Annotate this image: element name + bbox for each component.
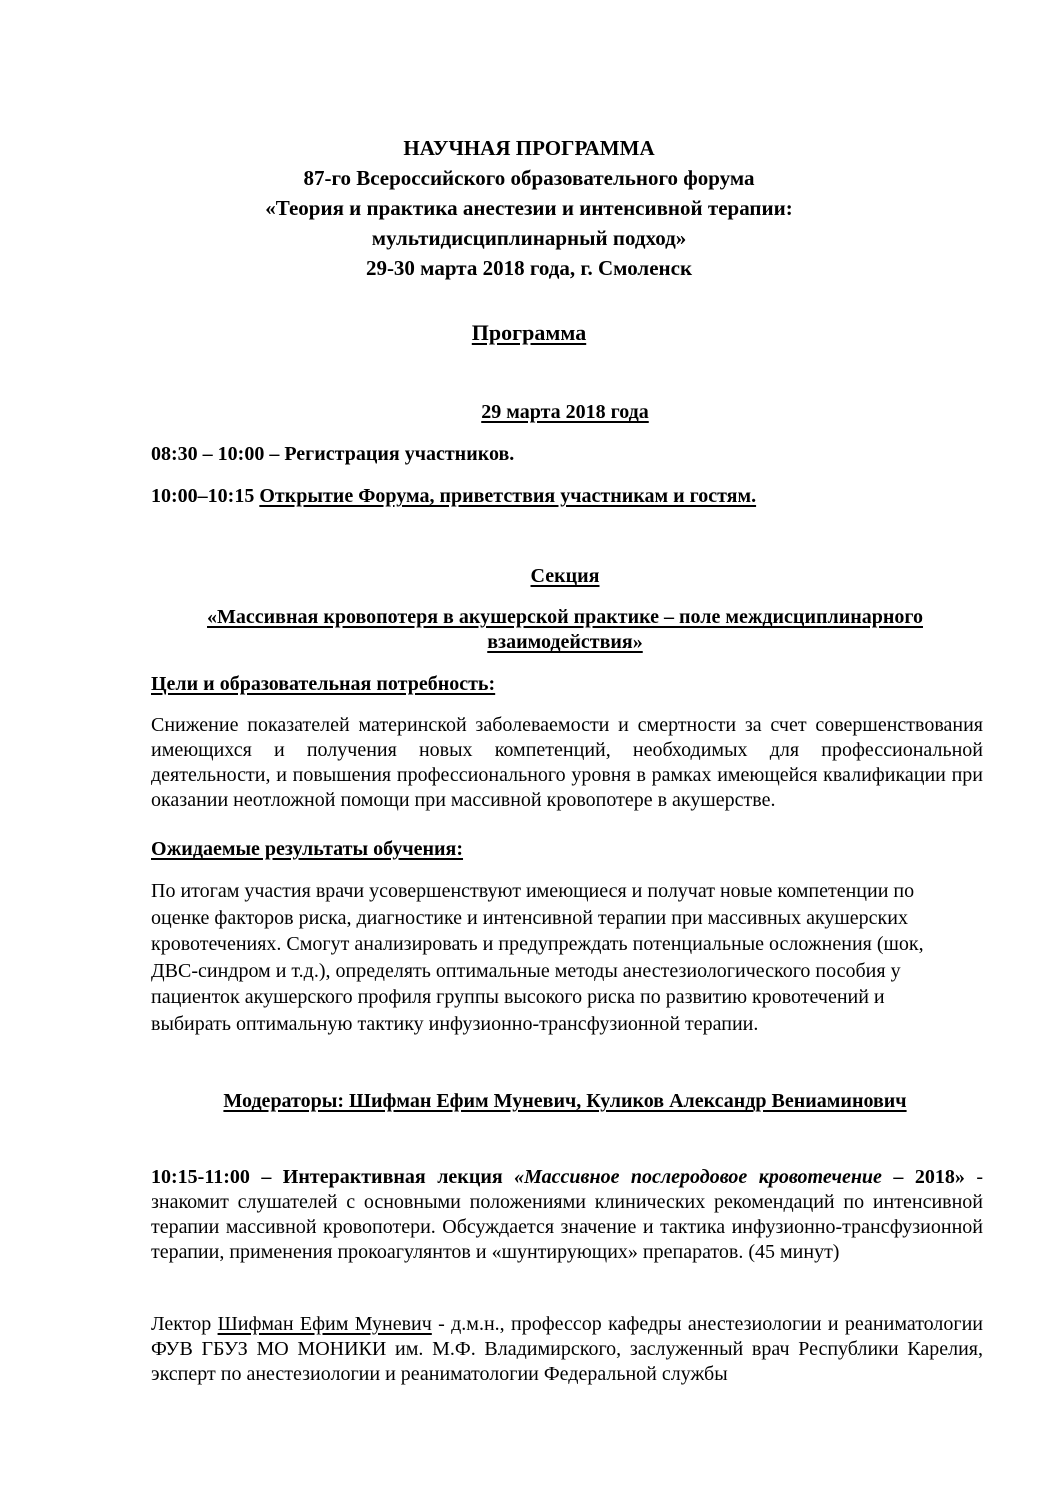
title-line-2: 87-го Всероссийского образовательного форума <box>303 166 755 190</box>
lecture-block <box>151 1165 983 1265</box>
section-title-line-2: взаимодействия» <box>487 631 643 653</box>
moderators: Модераторы: Шифман Ефим Муневич, Куликов Александр Вениаминович <box>223 1090 907 1112</box>
schedule-registration: 08:30 – 10:00 – Регистрация участников. <box>151 443 515 465</box>
results-line: пациенток акушерского профиля группы высокого риска по развитию кровотечений и <box>151 986 885 1008</box>
lecture-description: - знакомит слушателей с основными положениями клинических рекомендаций по интенсивной терапии массивной кровопотери. Обсуждается значение и тактика инфузионно-трансфузионной терапии, применения прокоагулянтов и «шунтирующих» препаратов. (45 минут) <box>151 1166 983 1263</box>
schedule-opening <box>151 484 756 509</box>
day-heading: 29 марта 2018 года <box>481 401 649 423</box>
results-heading: Ожидаемые результаты обучения: <box>151 838 464 860</box>
section-title-line-1: «Массивная кровопотеря в акушерской практике – поле междисциплинарного <box>207 606 923 628</box>
title-line-1: НАУЧНАЯ ПРОГРАММА <box>403 136 655 160</box>
document-title <box>0 133 1058 283</box>
opening-text: Открытие Форума, приветствия участникам и гостям. <box>259 485 757 507</box>
results-line: По итогам участия врачи усовершенствуют имеющиеся и получат новые компетенции по <box>151 880 915 902</box>
lecturer-prefix: Лектор <box>151 1313 218 1335</box>
title-line-5: 29-30 марта 2018 года, г. Смоленск <box>365 256 693 280</box>
lecturer-bio: - д.м.н., профессор кафедры анестезиологии и реаниматологии ФУВ ГБУЗ МО МОНИКИ им. М.Ф. Владимирского, заслуженный врач Республики Карелия, эксперт по анестезиологии и реаниматологии Федеральной службы <box>151 1313 984 1385</box>
title-line-3: «Теория и практика анестезии и интенсивной терапии: <box>265 196 793 220</box>
lecturer-name: Шифман Ефим Муневич <box>217 1313 432 1335</box>
title-line-4: мультидисциплинарный подход» <box>371 226 687 250</box>
program-heading: Программа <box>471 320 587 345</box>
results-line: кровотечениях. Смогут анализировать и предупреждать потенциальные осложнения (шок, <box>151 933 924 955</box>
goals-heading: Цели и образовательная потребность: <box>151 673 496 695</box>
goals-text: Снижение показателей материнской заболеваемости и смертности за счет совершенствования имеющихся и получения новых компетенций, необходимых для профессиональной деятельности, и повышения профессионального уровня в рамках имеющейся квалификации при оказании неотложной помощи при массивной кровопотере в акушерстве. <box>151 714 983 811</box>
lecture-time: 10:15-11:00 – Интерактивная лекция <box>151 1166 515 1188</box>
section-label: Секция <box>530 565 600 587</box>
results-line: выбирать оптимальную тактику инфузионно-трансфузионной терапии. <box>151 1012 759 1035</box>
results-line: оценке факторов риска, диагностике и интенсивной терапии при массивных акушерских <box>151 906 908 929</box>
opening-time: 10:00–10:15 <box>151 485 260 507</box>
results-text <box>151 878 924 1037</box>
results-line: ДВС-синдром и т.д.), определять оптимальные методы анестезиологического пособия у <box>151 959 901 982</box>
lecturer-block <box>151 1312 983 1387</box>
section-title <box>36 605 1058 655</box>
lecture-title-year: – 2018» <box>881 1166 965 1188</box>
lecture-title: «Массивное послеродовое кровотечение <box>514 1166 882 1188</box>
